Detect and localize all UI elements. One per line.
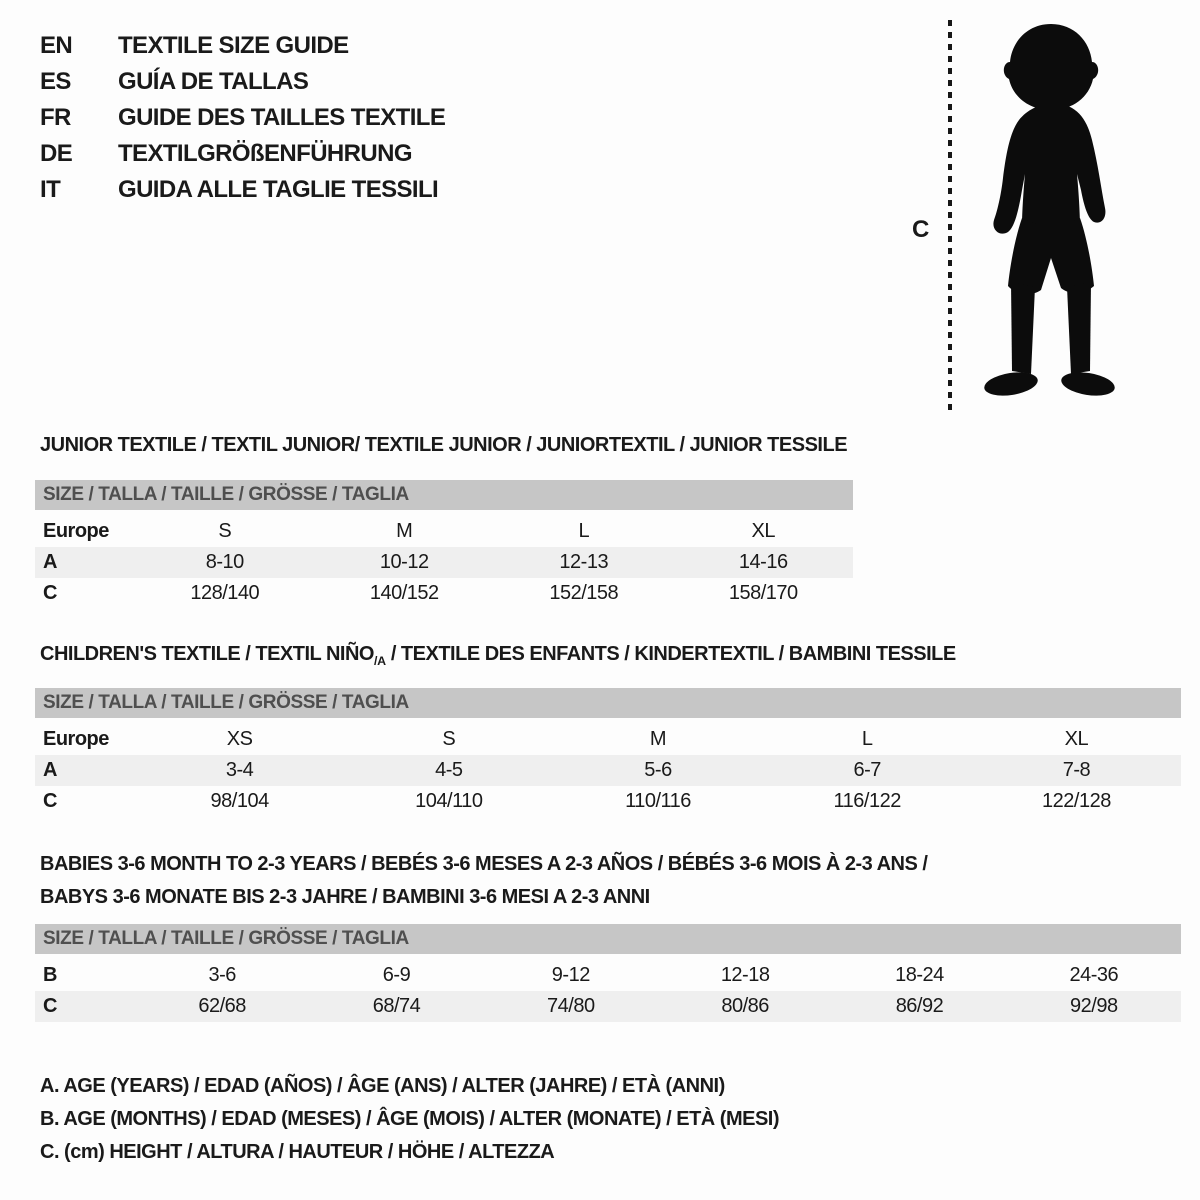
legend — [40, 1070, 779, 1169]
language-title: GUÍA DE TALLAS — [118, 68, 309, 95]
language-row-es — [40, 64, 445, 100]
children-title-subscript: /A — [373, 654, 386, 668]
size-cell: M — [649, 728, 667, 750]
row-label: B — [43, 964, 57, 986]
size-header-bar: SIZE / TALLA / TAILLE / GRÖSSE / TAGLIA — [35, 480, 853, 510]
table-row-age — [35, 547, 853, 578]
children-table — [35, 688, 1181, 817]
height-cell: 140/152 — [369, 582, 439, 604]
language-title: TEXTILGRÖßENFÜHRUNG — [118, 140, 412, 167]
age-cell: 6-9 — [382, 964, 411, 986]
language-row-it — [40, 172, 445, 208]
row-label: C — [43, 995, 57, 1017]
age-cell: 3-6 — [208, 964, 236, 986]
height-cell: 68/74 — [372, 995, 421, 1017]
legend-line-c: C. (cm) HEIGHT / ALTURA / HAUTEUR / HÖHE / ALTEZZA — [40, 1141, 555, 1163]
junior-table — [35, 480, 853, 609]
age-cell: 12-18 — [720, 964, 770, 986]
babies-title-line2: BABYS 3-6 MONATE BIS 2-3 JAHRE / BAMBINI 3-6 MESI A 2-3 ANNI — [40, 886, 650, 908]
row-label: Europe — [43, 520, 109, 542]
size-cell: XL — [1064, 728, 1089, 750]
row-label: A — [43, 551, 57, 573]
height-measure-label: C — [912, 216, 930, 243]
size-cell: M — [396, 520, 413, 542]
height-cell: 152/158 — [549, 582, 619, 604]
row-label: A — [43, 759, 57, 781]
height-cell: 122/128 — [1042, 790, 1111, 812]
height-cell: 80/86 — [721, 995, 769, 1017]
height-cell: 62/68 — [198, 995, 246, 1017]
table-row-height — [35, 578, 853, 609]
language-title: GUIDA ALLE TAGLIE TESSILI — [118, 176, 439, 203]
legend-line-a: A. AGE (YEARS) / EDAD (AÑOS) / ÂGE (ANS) / ALTER (JAHRE) / ETÀ (ANNI) — [40, 1075, 725, 1097]
height-cell: 86/92 — [895, 995, 944, 1017]
size-cell: XL — [751, 520, 775, 542]
row-label: C — [43, 582, 57, 604]
height-cell: 98/104 — [210, 790, 269, 812]
table-row-europe — [35, 724, 1181, 755]
language-title: GUIDE DES TAILLES TEXTILE — [118, 104, 446, 131]
height-cell: 158/170 — [728, 582, 798, 604]
language-code: FR — [40, 104, 71, 131]
age-cell: 4-5 — [435, 759, 463, 781]
age-cell: 5-6 — [644, 759, 672, 781]
babies-table — [35, 924, 1181, 1022]
size-cell: XS — [226, 728, 253, 750]
height-measure-dashed-line — [948, 20, 952, 416]
table-row-height — [35, 786, 1181, 817]
children-section-title — [40, 643, 956, 668]
children-title-text: CHILDREN'S TEXTILE / TEXTIL NIÑO — [40, 643, 374, 665]
table-row-age — [35, 755, 1181, 786]
size-header-bar: SIZE / TALLA / TAILLE / GRÖSSE / TAGLIA — [35, 688, 1181, 718]
table-row-height — [35, 991, 1181, 1022]
size-cell: S — [442, 728, 456, 750]
height-cell: 116/122 — [833, 790, 901, 812]
age-cell: 6-7 — [853, 759, 881, 781]
age-cell: 3-4 — [225, 759, 254, 781]
size-cell: S — [218, 520, 232, 542]
height-cell: 104/110 — [415, 790, 483, 812]
language-row-fr — [40, 100, 445, 136]
language-code: ES — [40, 68, 71, 95]
babies-section-title — [40, 848, 927, 914]
size-header-bar: SIZE / TALLA / TAILLE / GRÖSSE / TAGLIA — [35, 924, 1181, 954]
toddler-silhouette-icon — [958, 20, 1144, 420]
table-row-europe — [35, 516, 853, 547]
age-cell: 18-24 — [895, 964, 944, 986]
size-cell: L — [861, 728, 873, 750]
height-cell: 74/80 — [547, 995, 595, 1017]
row-label: Europe — [43, 728, 109, 750]
age-cell: 14-16 — [738, 551, 788, 573]
language-header — [40, 28, 445, 208]
children-title-text-cont: / TEXTILE DES ENFANTS / KINDERTEXTIL / BAMBINI TESSILE — [385, 643, 956, 665]
language-row-de — [40, 136, 445, 172]
language-code: EN — [40, 32, 73, 59]
age-cell: 24-36 — [1069, 964, 1119, 986]
height-cell: 110/116 — [625, 790, 691, 812]
age-cell: 7-8 — [1062, 759, 1091, 781]
legend-line-b: B. AGE (MONTHS) / EDAD (MESES) / ÂGE (MOIS) / ALTER (MONATE) / ETÀ (MESI) — [40, 1108, 780, 1130]
height-cell: 128/140 — [190, 582, 260, 604]
age-cell: 10-12 — [379, 551, 429, 573]
table-row-age-months — [35, 960, 1181, 991]
age-cell: 8-10 — [205, 551, 244, 573]
age-cell: 12-13 — [559, 551, 609, 573]
babies-title-line1: BABIES 3-6 MONTH TO 2-3 YEARS / BEBÉS 3-6 MESES A 2-3 AÑOS / BÉBÉS 3-6 MOIS À 2-3 ANS / — [40, 853, 928, 875]
size-cell: L — [578, 520, 590, 542]
language-row-en — [40, 28, 445, 64]
row-label: C — [43, 790, 57, 812]
language-code: DE — [40, 140, 73, 167]
age-cell: 9-12 — [551, 964, 590, 986]
height-cell: 92/98 — [1070, 995, 1118, 1017]
junior-section-title: JUNIOR TEXTILE / TEXTIL JUNIOR/ TEXTILE JUNIOR / JUNIORTEXTIL / JUNIOR TESSILE — [40, 434, 848, 456]
language-title: TEXTILE SIZE GUIDE — [118, 32, 349, 59]
language-code: IT — [40, 176, 61, 203]
